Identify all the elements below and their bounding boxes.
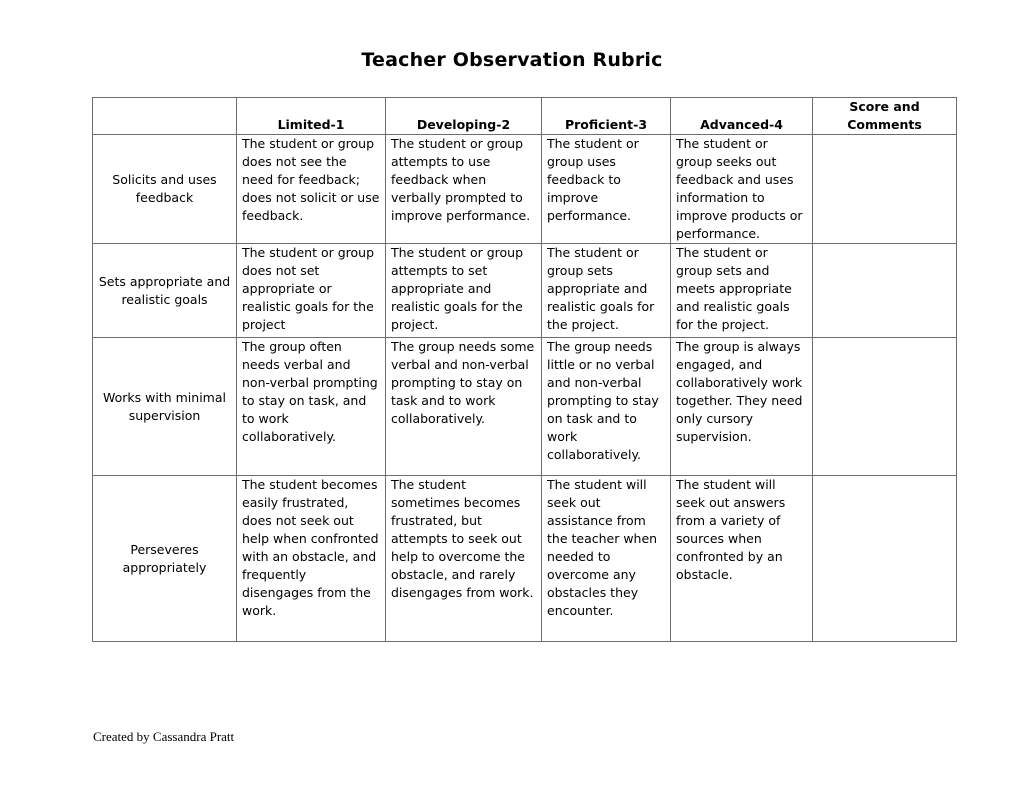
rubric-cell: The group needs little or no verbal and non-verbal prompting to stay on task and to work collaboratively.	[542, 338, 671, 476]
rubric-cell: The student or group attempts to set appropriate and realistic goals for the project.	[386, 244, 542, 338]
table-row	[93, 244, 957, 338]
rubric-cell: The student or group sets and meets appropriate and realistic goals for the project.	[671, 244, 813, 338]
document-title: Teacher Observation Rubric	[361, 49, 663, 71]
header-score-label: Score and Comments	[847, 99, 922, 132]
header-score-comments	[813, 98, 957, 135]
rubric-table	[92, 97, 957, 642]
score-cell[interactable]	[813, 244, 957, 338]
header-criterion	[93, 98, 237, 135]
rubric-cell: The student or group attempts to use feedback when verbally prompted to improve performance.	[386, 135, 542, 244]
rubric-cell: The student or group does not set appropriate or realistic goals for the project	[237, 244, 386, 338]
rubric-cell: The group needs some verbal and non-verbal prompting to stay on task and to work collaboratively.	[386, 338, 542, 476]
rubric-cell: The student or group seeks out feedback and uses information to improve products or performance.	[671, 135, 813, 244]
rubric-cell: The student becomes easily frustrated, does not seek out help when confronted with an obstacle, and frequently disengages from the work.	[237, 476, 386, 642]
header-limited: Limited-1	[237, 98, 386, 135]
rubric-cell: The student will seek out assistance from the teacher when needed to overcome any obstacles they encounter.	[542, 476, 671, 642]
criterion-cell: Works with minimal supervision	[93, 338, 237, 476]
score-cell[interactable]	[813, 135, 957, 244]
criterion-cell: Perseveres appropriately	[93, 476, 237, 642]
score-cell[interactable]	[813, 338, 957, 476]
table-row	[93, 135, 957, 244]
table-row	[93, 476, 957, 642]
rubric-cell: The student or group uses feedback to improve performance.	[542, 135, 671, 244]
header-proficient: Proficient-3	[542, 98, 671, 135]
criterion-cell: Solicits and uses feedback	[93, 135, 237, 244]
rubric-cell: The group often needs verbal and non-verbal prompting to stay on task, and to work collaboratively.	[237, 338, 386, 476]
header-row	[93, 98, 957, 135]
header-advanced: Advanced-4	[671, 98, 813, 135]
rubric-cell: The student sometimes becomes frustrated, but attempts to seek out help to overcome the obstacle, and rarely disengages from work.	[386, 476, 542, 642]
table-row	[93, 338, 957, 476]
rubric-cell: The student or group sets appropriate and realistic goals for the project.	[542, 244, 671, 338]
criterion-cell: Sets appropriate and realistic goals	[93, 244, 237, 338]
rubric-cell: The student will seek out answers from a variety of sources when confronted by an obstacle.	[671, 476, 813, 642]
rubric-cell: The group is always engaged, and collaboratively work together. They need only cursory supervision.	[671, 338, 813, 476]
header-developing: Developing-2	[386, 98, 542, 135]
footer-credit: Created by Cassandra Pratt	[93, 729, 235, 744]
rubric-cell: The student or group does not see the need for feedback; does not solicit or use feedback.	[237, 135, 386, 244]
score-cell[interactable]	[813, 476, 957, 642]
